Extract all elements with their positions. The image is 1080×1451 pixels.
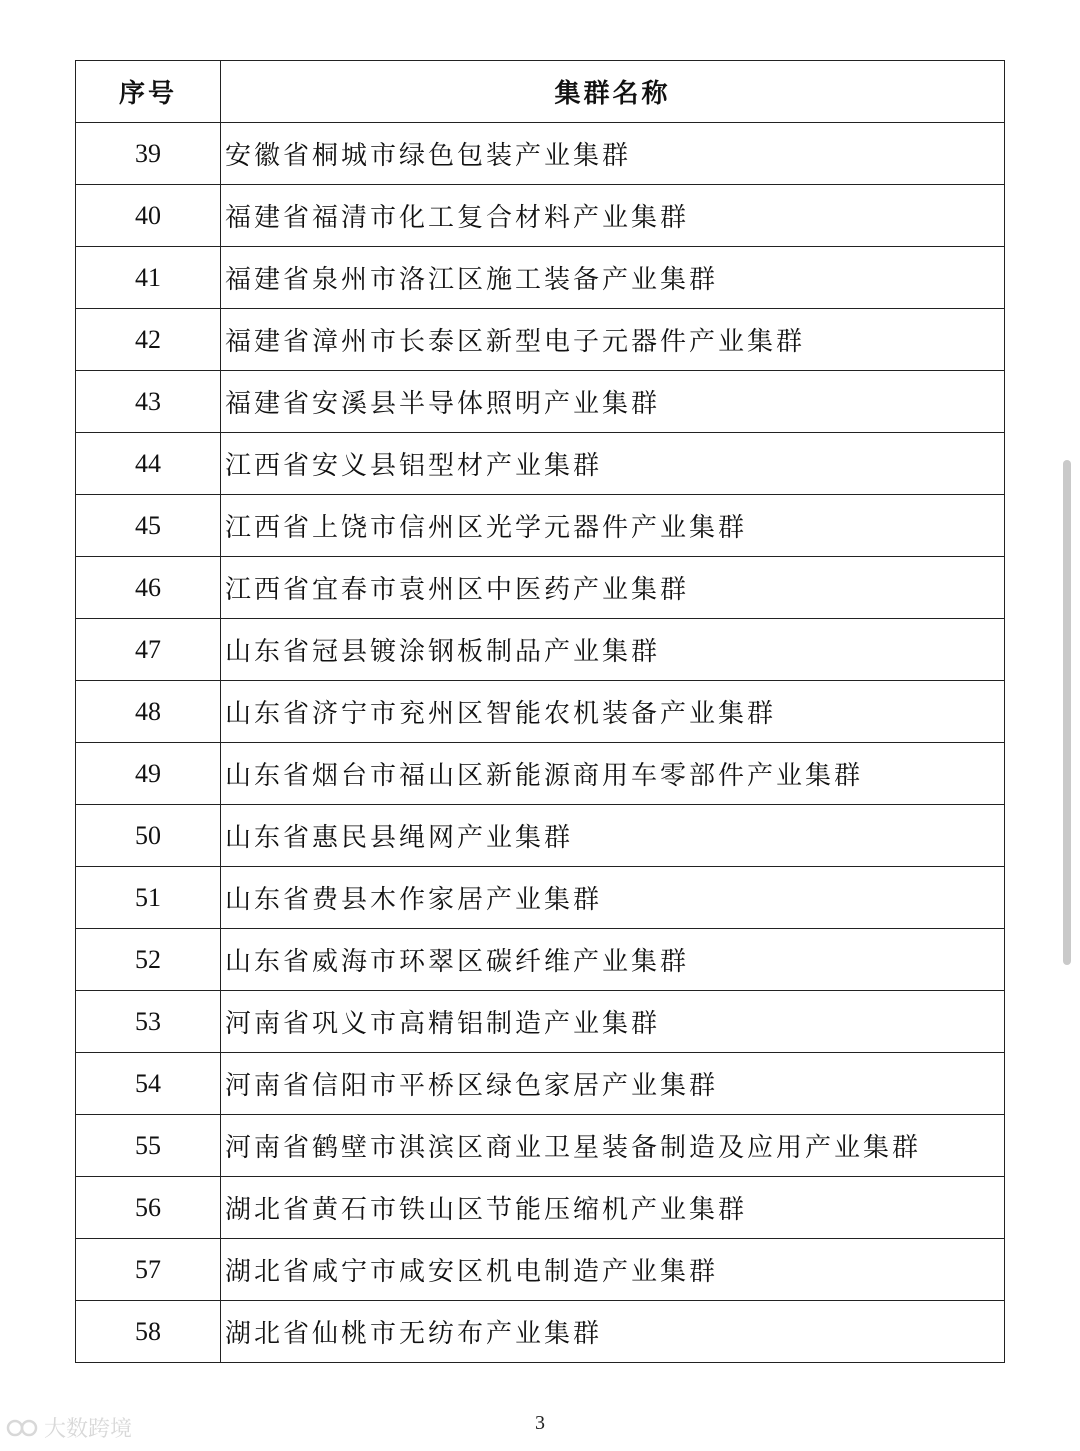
table-row	[76, 123, 1005, 185]
row-number: 48	[76, 681, 221, 743]
table-row	[76, 743, 1005, 805]
table-row	[76, 433, 1005, 495]
row-number: 50	[76, 805, 221, 867]
row-number: 44	[76, 433, 221, 495]
cluster-name: 湖北省黄石市铁山区节能压缩机产业集群	[221, 1177, 1005, 1239]
table-row	[76, 185, 1005, 247]
cluster-name: 山东省烟台市福山区新能源商用车零部件产业集群	[221, 743, 1005, 805]
row-number: 47	[76, 619, 221, 681]
table-row	[76, 991, 1005, 1053]
table-row	[76, 867, 1005, 929]
row-number: 52	[76, 929, 221, 991]
watermark-logo-icon	[6, 1415, 40, 1441]
table-row	[76, 1301, 1005, 1363]
scrollbar[interactable]	[1063, 460, 1071, 965]
cluster-name: 江西省上饶市信州区光学元器件产业集群	[221, 495, 1005, 557]
cluster-name: 河南省信阳市平桥区绿色家居产业集群	[221, 1053, 1005, 1115]
cluster-name: 福建省漳州市长泰区新型电子元器件产业集群	[221, 309, 1005, 371]
row-number: 42	[76, 309, 221, 371]
cluster-name: 江西省宜春市袁州区中医药产业集群	[221, 557, 1005, 619]
cluster-name: 山东省济宁市兖州区智能农机装备产业集群	[221, 681, 1005, 743]
table-row	[76, 619, 1005, 681]
table-row	[76, 1239, 1005, 1301]
row-number: 53	[76, 991, 221, 1053]
table-row	[76, 681, 1005, 743]
table-row	[76, 557, 1005, 619]
row-number: 57	[76, 1239, 221, 1301]
row-number: 41	[76, 247, 221, 309]
watermark-text: 大数跨境	[44, 1417, 133, 1442]
table-row	[76, 371, 1005, 433]
watermark	[6, 1412, 132, 1443]
header-name: 集群名称	[221, 61, 1005, 123]
table-row	[76, 1177, 1005, 1239]
cluster-name: 湖北省仙桃市无纺布产业集群	[221, 1301, 1005, 1363]
row-number: 40	[76, 185, 221, 247]
table-row	[76, 495, 1005, 557]
row-number: 43	[76, 371, 221, 433]
cluster-name: 山东省惠民县绳网产业集群	[221, 805, 1005, 867]
row-number: 58	[76, 1301, 221, 1363]
row-number: 49	[76, 743, 221, 805]
row-number: 45	[76, 495, 221, 557]
table-row	[76, 1115, 1005, 1177]
row-number: 39	[76, 123, 221, 185]
row-number: 51	[76, 867, 221, 929]
table-row	[76, 309, 1005, 371]
cluster-table	[75, 60, 1005, 1363]
cluster-name: 河南省巩义市高精铝制造产业集群	[221, 991, 1005, 1053]
cluster-name: 山东省威海市环翠区碳纤维产业集群	[221, 929, 1005, 991]
cluster-name: 福建省泉州市洛江区施工装备产业集群	[221, 247, 1005, 309]
cluster-name: 山东省费县木作家居产业集群	[221, 867, 1005, 929]
cluster-name: 安徽省桐城市绿色包装产业集群	[221, 123, 1005, 185]
header-number: 序号	[76, 61, 221, 123]
table-row	[76, 1053, 1005, 1115]
cluster-name: 福建省福清市化工复合材料产业集群	[221, 185, 1005, 247]
cluster-name: 河南省鹤壁市淇滨区商业卫星装备制造及应用产业集群	[221, 1115, 1005, 1177]
row-number: 54	[76, 1053, 221, 1115]
cluster-name: 湖北省咸宁市咸安区机电制造产业集群	[221, 1239, 1005, 1301]
cluster-name: 江西省安义县铝型材产业集群	[221, 433, 1005, 495]
page-number: 3	[535, 1412, 545, 1434]
table-body	[76, 123, 1005, 1363]
row-number: 55	[76, 1115, 221, 1177]
cluster-name: 山东省冠县镀涂钢板制品产业集群	[221, 619, 1005, 681]
table-header-row	[76, 61, 1005, 123]
table-row	[76, 929, 1005, 991]
row-number: 46	[76, 557, 221, 619]
table-row	[76, 247, 1005, 309]
cluster-name: 福建省安溪县半导体照明产业集群	[221, 371, 1005, 433]
table-row	[76, 805, 1005, 867]
row-number: 56	[76, 1177, 221, 1239]
